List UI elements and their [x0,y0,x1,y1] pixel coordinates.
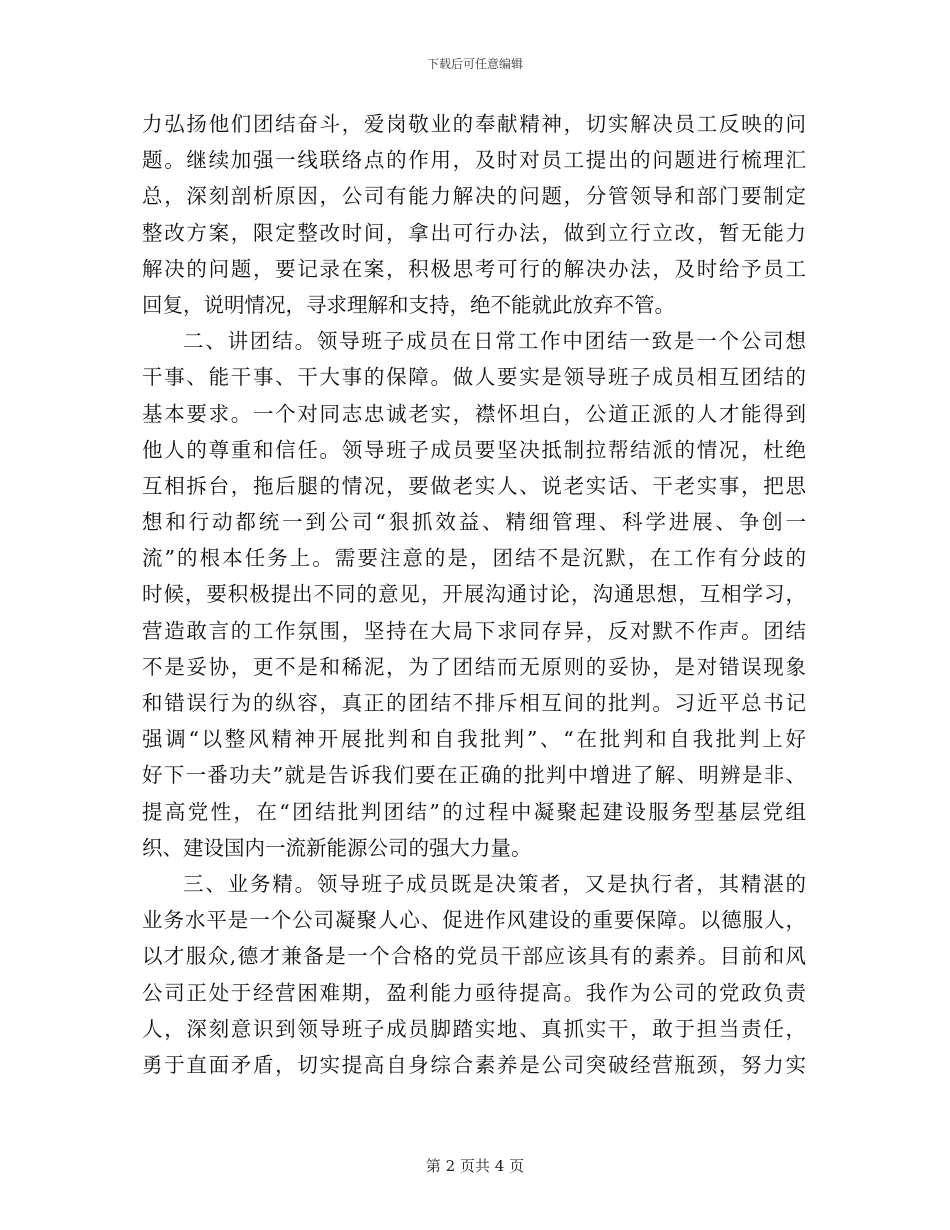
document-body [142,106,806,1083]
text-line: 人，深刻意识到领导班子成员脚踏实地、真抓实干，敢于担当责任， [142,1016,806,1041]
text-line: 基本要求。一个对同志忠诚老实，襟怀坦白，公道正派的人才能得到 [142,401,806,426]
text-line: 提高党性，在“团结批判团结”的过程中凝聚起建设服务型基层党组 [142,799,806,824]
text-line: 二、讲团结。领导班子成员在日常工作中团结一致是一个公司想 [183,329,806,354]
text-line: 业务水平是一个公司凝聚人心、促进作风建设的重要保障。以德服人， [142,908,806,933]
text-line: 总，深刻剖析原因，公司有能力解决的问题，分管领导和部门要制定 [142,184,806,209]
text-line: 三、业务精。领导班子成员既是决策者，又是执行者，其精湛的 [183,871,806,896]
text-line: 互相拆台，拖后腿的情况，要做老实人、说老实话、干老实事，把思 [142,473,806,498]
text-line: 干事、能干事、干大事的保障。做人要实是领导班子成员相互团结的 [142,365,806,390]
text-line: 和错误行为的纵容，真正的团结不排斥相互间的批判。习近平总书记 [142,691,806,715]
text-line: 营造敢言的工作氛围，坚持在大局下求同存异，反对默不作声。团结 [142,618,806,643]
page-header: 下载后可任意编辑 [426,57,523,71]
text-line: 时候，要积极提出不同的意见，开展沟通讨论，沟通思想，互相学习， [142,582,806,607]
text-line: 题。继续加强一线联络点的作用，及时对员工提出的问题进行梳理汇 [142,148,806,173]
text-line: 强调“以整风精神开展批判和自我批判”、“在批判和自我批判上好 [142,727,806,752]
text-line: 勇于直面矛盾，切实提高自身综合素养是公司突破经营瓶颈，努力实 [142,1052,806,1077]
text-line: 公司正处于经营困难期，盈利能力亟待提高。我作为公司的党政负责 [142,980,806,1005]
text-line: 整改方案，限定整改时间，拿出可行办法，做到立行立改，暂无能力 [142,220,806,245]
text-line: 织、建设国内一流新能源公司的强大力量。 [142,835,532,860]
text-line: 好下一番功夫”就是告诉我们要在正确的批判中增进了解、明辨是非、 [142,763,806,788]
text-line: 他人的尊重和信任。领导班子成员要坚决抵制拉帮结派的情况，杜绝 [142,437,806,462]
text-line: 以才服众,德才兼备是一个合格的党员干部应该具有的素养。目前和风 [142,944,806,969]
text-line: 想和行动都统一到公司“狠抓效益、精细管理、科学进展、争创一 [142,510,806,535]
text-line: 流”的根本任务上。需要注意的是，团结不是沉默，在工作有分歧的 [142,546,806,571]
text-line: 解决的问题，要记录在案，积极思考可行的解决办法，及时给予员工 [142,256,806,281]
text-line: 不是妥协，更不是和稀泥，为了团结而无原则的妥协，是对错误现象 [142,654,806,679]
page-number: 第 2 页共 4 页 [425,1157,525,1175]
text-line: 力弘扬他们团结奋斗，爱岗敬业的奉献精神，切实解决员工反映的问 [142,112,806,136]
text-line: 回复，说明情况，寻求理解和支持，绝不能就此放弃不管。 [142,292,675,317]
